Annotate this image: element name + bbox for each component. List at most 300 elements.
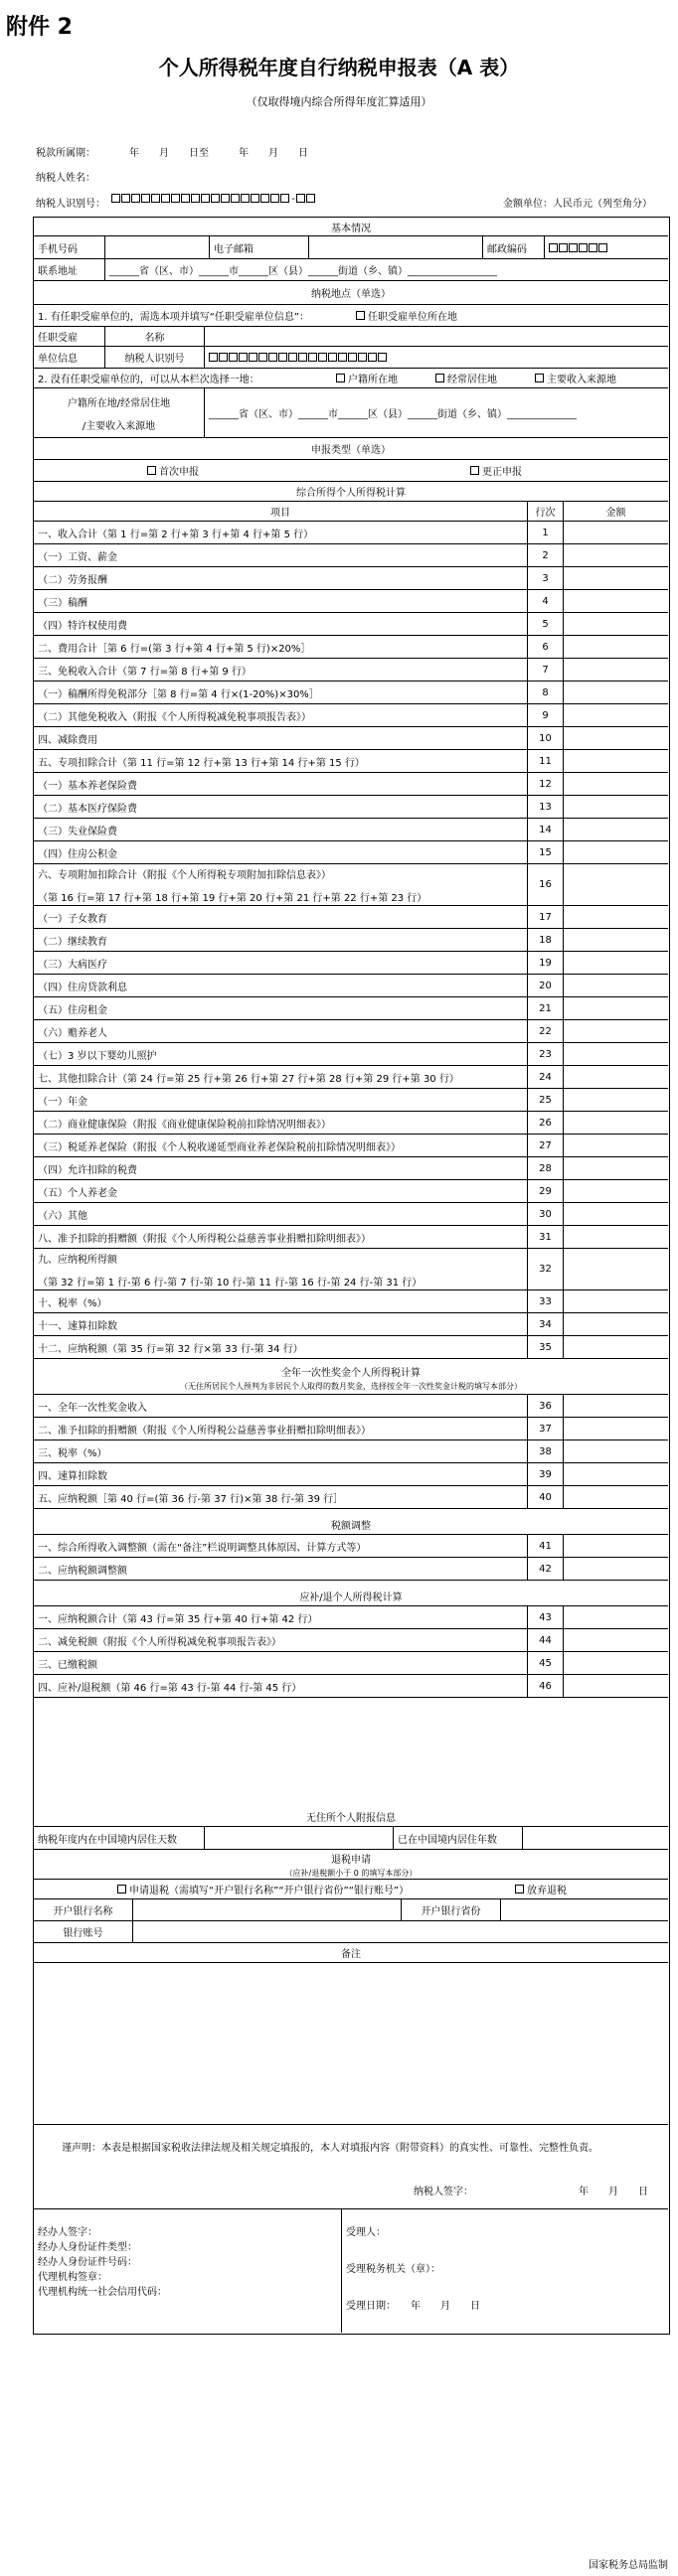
- declaration-date: 年 月 日: [579, 2187, 648, 2197]
- calc-row: [34, 636, 668, 659]
- column-item: 项目: [34, 502, 528, 521]
- row-amount-input[interactable]: [564, 1020, 668, 1042]
- row-amount-input[interactable]: [564, 750, 668, 772]
- place-q2-option3[interactable]: 主要收入来源地: [531, 369, 668, 387]
- row-amount-input[interactable]: [564, 1395, 668, 1417]
- row-label: 一、全年一次性奖金收入: [34, 1395, 528, 1417]
- row-amount-input[interactable]: [564, 590, 668, 612]
- bank-province-input[interactable]: [501, 1899, 668, 1920]
- row-amount-input[interactable]: [564, 975, 668, 996]
- row-label: 一、收入合计（第 1 行=第 2 行+第 3 行+第 4 行+第 5 行）: [34, 522, 528, 543]
- residence-days-input[interactable]: [205, 1827, 394, 1849]
- row-line-number: 32: [528, 1249, 564, 1289]
- row-line-number: 13: [528, 796, 564, 818]
- calc-row: [34, 1066, 668, 1089]
- row-line-number: 26: [528, 1112, 564, 1134]
- row-line-number: 40: [528, 1486, 564, 1508]
- calc-section-header: 综合所得个人所得税计算: [34, 482, 668, 502]
- calc-row: [34, 906, 668, 929]
- row-line-number: 21: [528, 997, 564, 1019]
- row-label: （三）失业保险费: [34, 819, 528, 840]
- employer-id-label: 纳税人识别号: [105, 347, 205, 368]
- row-amount-input[interactable]: [564, 1486, 668, 1508]
- row-label: 十一、速算扣除数: [34, 1313, 528, 1335]
- nonresident-row: [34, 1827, 668, 1850]
- row-amount-input[interactable]: [564, 1290, 668, 1312]
- row-amount-input[interactable]: [564, 544, 668, 566]
- postcode-label: 邮政编码: [483, 236, 545, 258]
- place-q1-text: 1. 有任职受雇单位的，需选本项并填写“任职受雇单位信息”：: [38, 312, 310, 323]
- digit-box[interactable]: [598, 243, 607, 252]
- email-label: 电子邮箱: [210, 236, 309, 258]
- place-address-label: 户籍所在地/经常居住地 /主要收入来源地: [34, 388, 205, 437]
- digit-box[interactable]: [569, 243, 578, 252]
- row-amount-input[interactable]: [564, 1463, 668, 1485]
- row-line-number: 4: [528, 590, 564, 612]
- row-label: （二）其他免税收入（附报《个人所得税减免税事项报告表》）: [34, 704, 528, 726]
- digit-box[interactable]: [191, 194, 200, 203]
- row-amount-input[interactable]: [564, 659, 668, 681]
- digit-box[interactable]: [181, 194, 190, 203]
- digit-box[interactable]: [280, 194, 289, 203]
- row-label: （四）住房公积金: [34, 841, 528, 863]
- calc-row: [34, 1313, 668, 1336]
- row-amount-input[interactable]: [564, 1313, 668, 1335]
- digit-box[interactable]: [270, 194, 279, 203]
- employer-id-boxes[interactable]: [205, 347, 668, 368]
- row-line-number: 23: [528, 1043, 564, 1065]
- email-input[interactable]: [309, 236, 483, 258]
- row-amount-input[interactable]: [564, 1558, 668, 1580]
- calc-column-header: [34, 502, 668, 522]
- row-line-number: 42: [528, 1558, 564, 1580]
- row-label: （一）稿酬所得免税部分［第 8 行=第 4 行×(1-20%)×30%］: [34, 682, 528, 703]
- checkbox-apply-refund[interactable]: [117, 1885, 126, 1894]
- digit-box[interactable]: [308, 353, 317, 362]
- row-label: （七）3 岁以下婴幼儿照护: [34, 1043, 528, 1065]
- address-input[interactable]: ______省（区、市）______市______区（县）______街道（乡、镇）__________________: [109, 266, 497, 277]
- row-label: （三）大病医疗: [34, 952, 528, 974]
- digit-box[interactable]: [111, 194, 120, 203]
- row-line-number: 10: [528, 727, 564, 749]
- place-address-input[interactable]: ______省（区、市）______市______区（县）______街道（乡、镇）______________: [209, 409, 577, 420]
- row-amount-input[interactable]: [564, 682, 668, 703]
- employer-name-input[interactable]: [205, 327, 668, 346]
- row-amount-input[interactable]: [564, 1226, 668, 1248]
- remark-area[interactable]: [34, 1963, 668, 2125]
- row-line-number: 45: [528, 1652, 564, 1674]
- digit-box[interactable]: [288, 353, 297, 362]
- digit-box[interactable]: [589, 243, 597, 252]
- digit-box[interactable]: [239, 353, 248, 362]
- row-label: 四、应补/退税额（第 46 行=第 43 行-第 44 行-第 45 行）: [34, 1675, 528, 1697]
- employer-info-label-2: 单位信息: [34, 347, 105, 368]
- row-line-number: 17: [528, 906, 564, 928]
- row-amount-input[interactable]: [564, 1112, 668, 1134]
- row-label: 二、减免税额（附报《个人所得税减免税事项报告表》）: [34, 1629, 528, 1651]
- employer-name-label: 名称: [105, 327, 205, 346]
- row-label: （二）基本医疗保险费: [34, 796, 528, 818]
- row-line-number: 5: [528, 613, 564, 635]
- row-line-number: 36: [528, 1395, 564, 1417]
- digit-box[interactable]: [249, 353, 257, 362]
- apply-refund-option[interactable]: 申请退税（需填写“开户银行名称”“开户银行省份”“银行账号”）: [113, 1880, 491, 1898]
- account-label: 银行账号: [34, 1921, 133, 1942]
- section-title: 应补/退个人所得税计算: [299, 1592, 403, 1603]
- row-label: 十二、应纳税额（第 35 行=第 32 行×第 33 行-第 34 行）: [34, 1336, 528, 1358]
- row-line-number: 29: [528, 1180, 564, 1202]
- checkbox-correction-filing[interactable]: [470, 466, 479, 475]
- section-title: 税额调整: [331, 1521, 371, 1532]
- currency-label: 金额单位：人民币元（列至角分）: [503, 199, 652, 210]
- row-amount-input[interactable]: [564, 1157, 668, 1179]
- bonus-row: [34, 1440, 668, 1463]
- row-line-number: 41: [528, 1535, 564, 1557]
- row-amount-input[interactable]: [564, 841, 668, 863]
- basic-section-header: 基本情况: [34, 218, 668, 236]
- row-line-number: 27: [528, 1135, 564, 1156]
- row-label-line-1: 九、应纳税所得额: [38, 1254, 117, 1266]
- row-amount-input[interactable]: [564, 1089, 668, 1111]
- row-amount-input[interactable]: [564, 613, 668, 635]
- calc-row: [34, 544, 668, 567]
- form-subtitle: （仅取得境内综合所得年度汇算适用）: [246, 95, 432, 108]
- row-amount-input[interactable]: [564, 636, 668, 658]
- digit-box[interactable]: [221, 194, 230, 203]
- row-label: （六）赡养老人: [34, 1020, 528, 1042]
- remark-section-header: 备注: [34, 1943, 668, 1963]
- bank-name-input[interactable]: [133, 1899, 402, 1920]
- bonus-row: [34, 1463, 668, 1486]
- row-amount-input[interactable]: [564, 997, 668, 1019]
- row-line-number: 14: [528, 819, 564, 840]
- row-label: （六）其他: [34, 1203, 528, 1225]
- row-amount-input[interactable]: [564, 567, 668, 589]
- calc-row: [34, 1249, 668, 1290]
- row-label: 八、准予扣除的捐赠额（附报《个人所得税公益慈善事业捐赠扣除明细表》）: [34, 1226, 528, 1248]
- place-q2-option1[interactable]: 户籍所在地: [332, 369, 431, 387]
- residence-years-input[interactable]: [523, 1827, 668, 1849]
- row-line-number: 12: [528, 773, 564, 795]
- digit-box[interactable]: [306, 194, 315, 203]
- digit-box[interactable]: [328, 353, 337, 362]
- tax-office-label: 受理税务机关（章）：: [346, 2264, 440, 2275]
- row-label: 七、其他扣除合计（第 24 行=第 25 行+第 26 行+第 27 行+第 28 行+第 29 行+第 30 行）: [34, 1066, 528, 1088]
- declaration-form: [33, 217, 670, 2335]
- first-filing-option[interactable]: 首次申报: [143, 460, 342, 481]
- phone-label: 手机号码: [34, 236, 105, 258]
- row-line-number: 8: [528, 682, 564, 703]
- bank-province-label: 开户银行省份: [402, 1899, 501, 1920]
- digit-box[interactable]: [251, 194, 259, 203]
- row-amount-input[interactable]: [564, 906, 668, 928]
- digit-box[interactable]: [209, 353, 218, 362]
- digit-box[interactable]: [378, 353, 387, 362]
- row-amount-input[interactable]: [564, 1606, 668, 1628]
- digit-box[interactable]: [258, 353, 267, 362]
- adjust-row: [34, 1535, 668, 1558]
- postcode-boxes[interactable]: [545, 236, 668, 258]
- digit-box[interactable]: [549, 243, 558, 252]
- row-amount-input[interactable]: [564, 1135, 668, 1156]
- refund-option-row: [34, 1880, 668, 1899]
- apply-section-header: 申报类型（单选）: [34, 438, 668, 460]
- agent-area: [34, 2209, 668, 2333]
- row-label: （一）工资、薪金: [34, 544, 528, 566]
- row-line-number: 25: [528, 1089, 564, 1111]
- declaration-area: [34, 2125, 668, 2209]
- residence-days-label: 纳税年度内在中国境内居住天数: [34, 1827, 205, 1849]
- row-amount-input[interactable]: [564, 1180, 668, 1202]
- row-line-number: 18: [528, 929, 564, 951]
- row-line-number: 20: [528, 975, 564, 996]
- column-amount: 金额: [605, 508, 626, 519]
- row-label: 四、速算扣除数: [34, 1463, 528, 1485]
- agent-id-type-label: 经办人身份证件类型：: [38, 2242, 137, 2253]
- row-amount-input[interactable]: [564, 952, 668, 974]
- calc-row: [34, 796, 668, 819]
- place-q2-text: 2. 没有任职受雇单位的，可以从本栏次选择一地：: [38, 375, 259, 385]
- calc-row: [34, 704, 668, 727]
- row-label-line-1: 六、专项附加扣除合计（附报《个人所得税专项附加扣除信息表》）: [38, 869, 331, 881]
- digit-box[interactable]: [358, 353, 367, 362]
- adjust-section-header: [34, 1515, 668, 1535]
- digit-box[interactable]: [260, 194, 269, 203]
- row-line-number: 31: [528, 1226, 564, 1248]
- row-label-line-2: （第 16 行=第 17 行+第 18 行+第 19 行+第 20 行+第 21 行+第 22 行+第 23 行）: [38, 892, 427, 904]
- row-amount-input[interactable]: [564, 1440, 668, 1462]
- agency-credit-code-label: 代理机构统一社会信用代码：: [38, 2287, 167, 2298]
- row-amount-input[interactable]: [564, 1652, 668, 1674]
- refund-calc-row: [34, 1652, 668, 1675]
- period-value: 年 月 日至 年 月 日: [129, 148, 308, 159]
- digit-box[interactable]: [318, 353, 327, 362]
- row-line-number: 9: [528, 704, 564, 726]
- row-amount-input[interactable]: [564, 1418, 668, 1440]
- row-label: 四、减除费用: [34, 727, 528, 749]
- row-amount-input[interactable]: [564, 1535, 668, 1557]
- row-label-line-2: （第 32 行=第 1 行-第 6 行-第 7 行-第 10 行-第 11 行-第 16 行-第 24 行-第 31 行）: [38, 1277, 423, 1288]
- row-label: （一）年金: [34, 1089, 528, 1111]
- digit-box[interactable]: [298, 353, 307, 362]
- row-line-number: 24: [528, 1066, 564, 1088]
- receiver-info: [342, 2209, 668, 2333]
- place-q2-option2[interactable]: 经常居住地: [431, 369, 531, 387]
- employer-name-row: [34, 327, 668, 347]
- calc-row: [34, 1043, 668, 1066]
- address-row: [34, 259, 668, 281]
- row-label: （四）住房贷款利息: [34, 975, 528, 996]
- adjust-row: [34, 1558, 668, 1581]
- row-line-number: 22: [528, 1020, 564, 1042]
- row-line-number: 37: [528, 1418, 564, 1440]
- phone-input[interactable]: [105, 236, 210, 258]
- row-label: 二、费用合计［第 6 行=(第 3 行+第 4 行+第 5 行)×20%］: [34, 636, 528, 658]
- row-line-number: 34: [528, 1313, 564, 1335]
- digit-box[interactable]: [368, 353, 377, 362]
- place-q1-row: [34, 305, 668, 327]
- digit-box[interactable]: [131, 194, 140, 203]
- row-label: （五）个人养老金: [34, 1180, 528, 1202]
- row-amount-input[interactable]: [564, 1675, 668, 1697]
- row-line-number: 15: [528, 841, 564, 863]
- checkbox-first-filing[interactable]: [147, 466, 156, 475]
- digit-box[interactable]: [161, 194, 170, 203]
- taxpayer-id-boxes[interactable]: [111, 194, 316, 205]
- digit-box[interactable]: [121, 194, 130, 203]
- calc-row: [34, 567, 668, 590]
- row-amount-input[interactable]: [564, 864, 668, 905]
- digit-box[interactable]: [268, 353, 277, 362]
- row-line-number: 11: [528, 750, 564, 772]
- row-line-number: 44: [528, 1629, 564, 1651]
- calc-row: [34, 1157, 668, 1180]
- digit-box[interactable]: [579, 243, 588, 252]
- calc-row: [34, 659, 668, 682]
- row-amount-input[interactable]: [564, 727, 668, 749]
- agent-signature-label: 经办人签字：: [38, 2227, 97, 2238]
- digit-box[interactable]: [229, 353, 238, 362]
- row-line-number: 7: [528, 659, 564, 681]
- row-label: 五、专项扣除合计（第 11 行=第 12 行+第 13 行+第 14 行+第 15 行）: [34, 750, 528, 772]
- row-label: （三）税延养老保险（附报《个人税收递延型商业养老保险税前扣除情况明细表》）: [34, 1135, 528, 1156]
- digit-box[interactable]: [241, 194, 250, 203]
- digit-box[interactable]: [211, 194, 220, 203]
- row-label: （二）继续教育: [34, 929, 528, 951]
- digit-separator: -: [291, 194, 295, 205]
- row-label: 十、税率（%）: [34, 1290, 528, 1312]
- row-label: [34, 864, 528, 905]
- row-amount-input[interactable]: [564, 1043, 668, 1065]
- row-label: 三、税率（%）: [34, 1440, 528, 1462]
- checkbox-household-registration[interactable]: [336, 374, 345, 382]
- row-label: （二）商业健康保险（附报《商业健康保险税前扣除情况明细表》）: [34, 1112, 528, 1134]
- row-label: （四）特许权使用费: [34, 613, 528, 635]
- refund-calc-row: [34, 1675, 668, 1698]
- bank-name-label: 开户银行名称: [34, 1899, 133, 1920]
- digit-box[interactable]: [348, 353, 357, 362]
- calc-row: [34, 952, 668, 975]
- row-line-number: 43: [528, 1606, 564, 1628]
- nonresident-section-header: 无住所个人附报信息: [34, 1807, 668, 1827]
- calc-row: [34, 1203, 668, 1226]
- calc-row: [34, 727, 668, 750]
- row-label: （二）劳务报酬: [34, 567, 528, 589]
- receive-date-label: 受理日期： 年 月 日: [346, 2301, 480, 2312]
- row-label: （一）基本养老保险费: [34, 773, 528, 795]
- row-line-number: 6: [528, 636, 564, 658]
- row-amount-input[interactable]: [564, 704, 668, 726]
- row-label: 一、综合所得收入调整额（需在“备注”栏说明调整具体原因、计算方式等）: [34, 1535, 528, 1557]
- taxpayer-signature-label: 纳税人签字：: [414, 2187, 473, 2197]
- digit-box[interactable]: [201, 194, 210, 203]
- row-amount-input[interactable]: [564, 1066, 668, 1088]
- calc-row: [34, 1180, 668, 1203]
- row-label: 二、准予扣除的捐赠额（附报《个人所得税公益慈善事业捐赠扣除明细表》）: [34, 1418, 528, 1440]
- row-label: 五、应纳税额［第 40 行=(第 36 行-第 37 行)×第 38 行-第 39 行］: [34, 1486, 528, 1508]
- row-amount-input[interactable]: [564, 929, 668, 951]
- period-label: 税款所属期：: [36, 148, 95, 159]
- digit-box[interactable]: [338, 353, 347, 362]
- digit-box[interactable]: [219, 353, 228, 362]
- bonus-section-header: [34, 1361, 668, 1395]
- checkbox-main-income-source[interactable]: [535, 374, 544, 382]
- row-amount-input[interactable]: [564, 773, 668, 795]
- digit-box[interactable]: [151, 194, 160, 203]
- account-input[interactable]: [133, 1921, 668, 1942]
- row-line-number: 19: [528, 952, 564, 974]
- row-amount-input[interactable]: [564, 796, 668, 818]
- row-amount-input[interactable]: [564, 522, 668, 543]
- digit-box[interactable]: [171, 194, 180, 203]
- calc-row: [34, 1135, 668, 1157]
- agency-seal-label: 代理机构签章：: [38, 2272, 107, 2283]
- calc-row: [34, 682, 668, 704]
- taxpayer-name-label: 纳税人姓名：: [36, 173, 95, 184]
- checkbox-habitual-residence[interactable]: [435, 374, 444, 382]
- checkbox-employer-location[interactable]: [356, 311, 365, 320]
- digit-box[interactable]: [296, 194, 305, 203]
- row-amount-input[interactable]: [564, 1336, 668, 1358]
- row-amount-input[interactable]: [564, 1629, 668, 1651]
- agent-info: [34, 2209, 342, 2333]
- calc-row: [34, 841, 668, 864]
- row-label: 二、应纳税额调整额: [34, 1558, 528, 1580]
- place-q1-option[interactable]: 任职受雇单位所在地: [352, 305, 668, 326]
- digit-box[interactable]: [231, 194, 240, 203]
- digit-box[interactable]: [278, 353, 287, 362]
- correction-filing-option[interactable]: 更正申报: [466, 460, 665, 481]
- calc-row: [34, 819, 668, 841]
- checkbox-waive-refund[interactable]: [515, 1885, 524, 1894]
- row-line-number: 2: [528, 544, 564, 566]
- agent-id-number-label: 经办人身份证件号码：: [38, 2257, 137, 2268]
- place-section-header: 纳税地点（单选）: [34, 281, 668, 305]
- row-label: [34, 1249, 528, 1289]
- calc-row: [34, 1112, 668, 1135]
- employer-info-label: 任职受雇: [34, 327, 105, 346]
- calc-row: [34, 1290, 668, 1313]
- row-amount-input[interactable]: [564, 1249, 668, 1289]
- row-amount-input[interactable]: [564, 1203, 668, 1225]
- column-line: 行次: [528, 502, 564, 521]
- calc-row: [34, 864, 668, 906]
- declaration-text: 谨声明：本表是根据国家税收法律法规及相关规定填报的，本人对填报内容（附带资料）的真实性、可靠性、完整性负责。: [62, 2143, 598, 2154]
- bonus-row: [34, 1395, 668, 1418]
- calc-row: [34, 997, 668, 1020]
- row-amount-input[interactable]: [564, 819, 668, 840]
- apply-type-row: [34, 460, 668, 482]
- calc-row: [34, 1226, 668, 1249]
- bonus-row: [34, 1486, 668, 1509]
- row-label: （一）子女教育: [34, 906, 528, 928]
- bank-row: [34, 1899, 668, 1921]
- digit-box[interactable]: [559, 243, 568, 252]
- calc-row: [34, 590, 668, 613]
- row-line-number: 16: [528, 864, 564, 905]
- contact-row: [34, 236, 668, 259]
- form-title: 个人所得税年度自行纳税申报表（A 表）: [158, 56, 520, 79]
- calc-row: [34, 1336, 668, 1359]
- digit-box[interactable]: [141, 194, 150, 203]
- row-line-number: 46: [528, 1675, 564, 1697]
- waive-refund-option[interactable]: 放弃退税: [511, 1880, 668, 1898]
- place-q2-row: [34, 369, 668, 388]
- row-line-number: 39: [528, 1463, 564, 1485]
- address-label: 联系地址: [34, 259, 105, 280]
- taxpayer-id-label: 纳税人识别号：: [36, 199, 105, 210]
- refund-calc-section-header: [34, 1587, 668, 1606]
